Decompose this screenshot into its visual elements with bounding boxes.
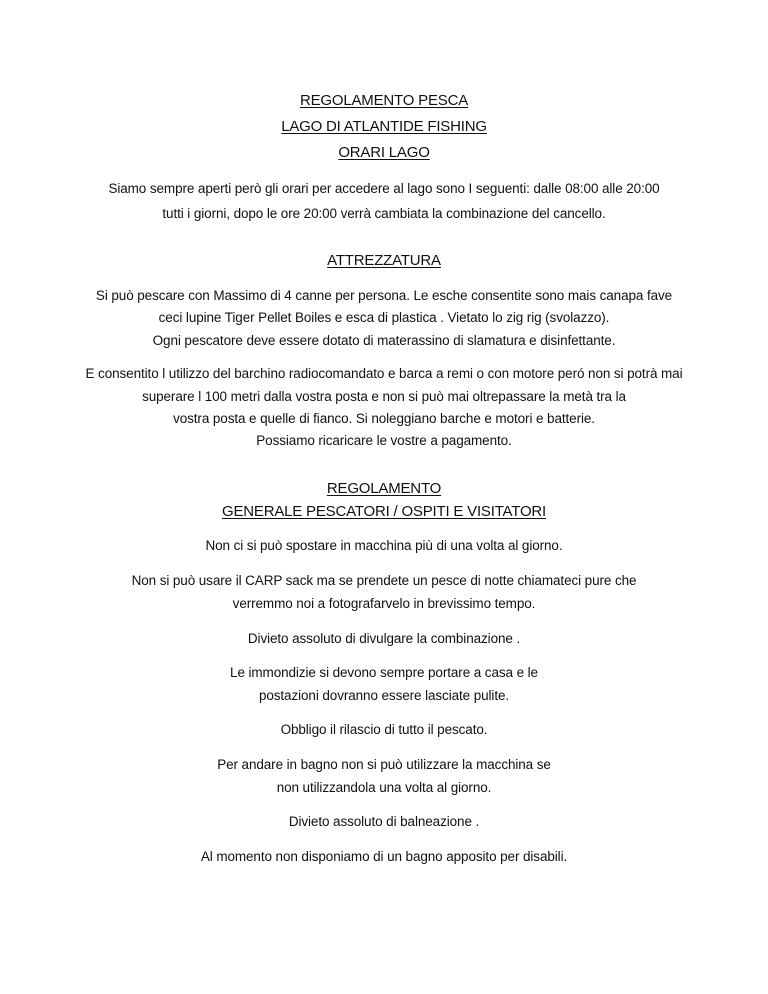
orari-text-line: Siamo sempre aperti però gli orari per accedere al lago sono I seguenti: dalle 08:00 alle 20:00 bbox=[108, 181, 660, 196]
rule-line: Per andare in bagno non si può utilizzare la macchina se bbox=[217, 757, 551, 772]
section-heading-attrezzatura: ATTREZZATURA bbox=[327, 252, 441, 269]
section-heading-orari: ORARI LAGO bbox=[338, 144, 430, 161]
rule-line: Divieto assoluto di balneazione . bbox=[288, 814, 480, 829]
rule-line: Al momento non disponiamo di un bagno apposito per disabili. bbox=[200, 849, 568, 864]
attrezzatura-text-line: E consentito l utilizzo del barchino radiocomandato e barca a remi o con motore peró non si potrà mai bbox=[85, 366, 683, 381]
section-heading-generale: GENERALE PESCATORI / OSPITI E VISITATORI bbox=[221, 503, 547, 520]
attrezzatura-text-line: ceci lupine Tiger Pellet Boiles e esca di plastica . Vietato lo zig rig (svolazzo). bbox=[158, 310, 610, 325]
orari-text-line: tutti i giorni, dopo le ore 20:00 verrà cambiata la combinazione del cancello. bbox=[162, 206, 606, 221]
attrezzatura-text-line: vostra posta e quelle di fianco. Si noleggiano barche e motori e batterie. bbox=[173, 411, 595, 426]
rule-line: Divieto assoluto di divulgare la combinazione . bbox=[247, 631, 521, 646]
rule-line: Le immondizie si devono sempre portare a casa e le bbox=[230, 665, 538, 680]
rule-line: verremmo noi a fotografarvelo in brevissimo tempo. bbox=[232, 596, 536, 611]
attrezzatura-text-line: superare l 100 metri dalla vostra posta e non si può mai oltrepassare la metà tra la bbox=[142, 389, 626, 404]
rule-line: non utilizzandola una volta al giorno. bbox=[276, 780, 492, 795]
document-title: REGOLAMENTO PESCA bbox=[299, 92, 469, 109]
rule-line: Non ci si può spostare in macchina più di una volta al giorno. bbox=[205, 538, 563, 553]
rule-line: Obbligo il rilascio di tutto il pescato. bbox=[280, 722, 488, 737]
section-heading-regolamento: REGOLAMENTO bbox=[326, 480, 442, 497]
document-subtitle: LAGO DI ATLANTIDE FISHING bbox=[281, 118, 487, 135]
attrezzatura-text-line: Si può pescare con Massimo di 4 canne per persona. Le esche consentite sono mais canapa fave bbox=[95, 288, 673, 303]
attrezzatura-text-line: Ogni pescatore deve essere dotato di materassino di slamatura e disinfettante. bbox=[152, 333, 616, 348]
rule-line: Non si può usare il CARP sack ma se prendete un pesce di notte chiamateci pure che bbox=[131, 573, 637, 588]
attrezzatura-text-line: Possiamo ricaricare le vostre a pagamento. bbox=[256, 433, 512, 448]
rule-line: postazioni dovranno essere lasciate pulite. bbox=[258, 688, 510, 703]
